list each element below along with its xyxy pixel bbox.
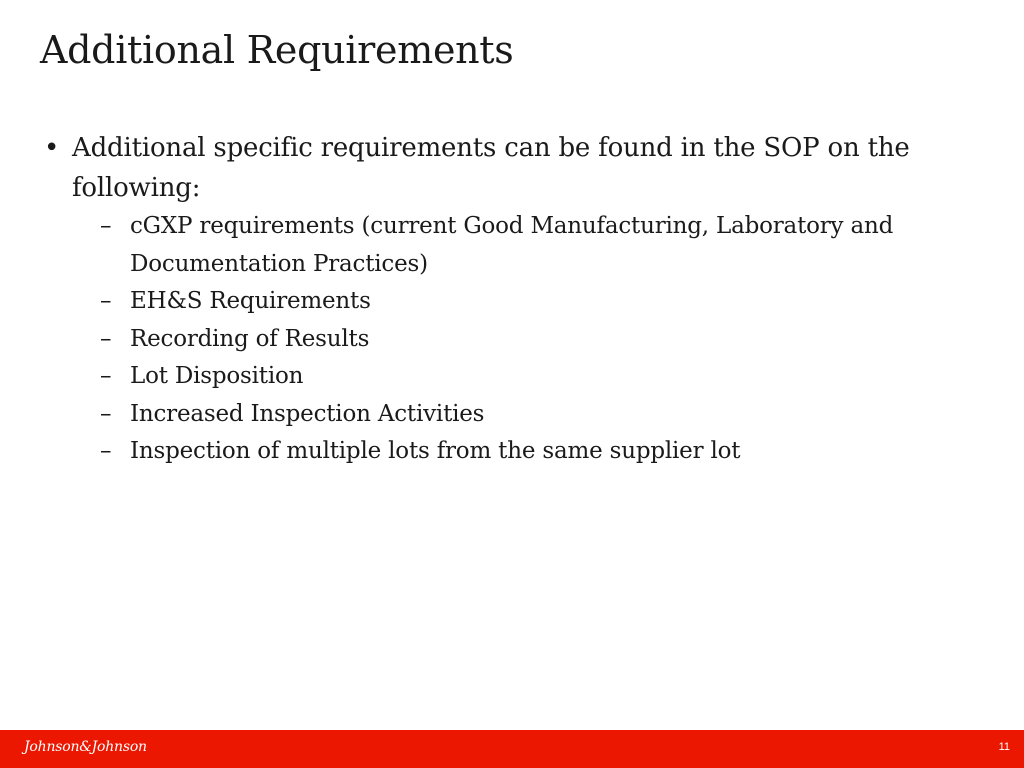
sub-bullet-list (44, 208, 994, 471)
dash-icon: – (100, 325, 112, 352)
bullet-text: Additional specific requirements can be found in the SOP on the following: (72, 133, 910, 203)
sub-bullet-item (100, 396, 994, 434)
dash-icon: – (100, 438, 112, 464)
slide-title: Additional Requirements (40, 28, 514, 72)
sub-bullet-item (100, 283, 994, 321)
sub-bullet-item (100, 321, 994, 359)
sub-bullet-item (100, 358, 994, 396)
slide-content (44, 128, 994, 471)
dash-icon: – (100, 400, 112, 427)
sub-bullet-text: Recording of Results (130, 325, 370, 352)
sub-bullet-text: EH&S Requirements (130, 288, 371, 314)
sub-bullet-item (100, 208, 994, 283)
sub-bullet-text: Increased Inspection Activities (130, 400, 485, 427)
dash-icon: – (100, 363, 112, 389)
sub-bullet-text: Inspection of multiple lots from the same supplier lot (130, 438, 741, 464)
company-logo: Johnson&Johnson (24, 739, 147, 755)
bullet-item (44, 128, 994, 208)
page-number: 11 (998, 741, 1010, 753)
bullet-icon: • (44, 133, 60, 163)
sub-bullet-item (100, 433, 994, 471)
sub-bullet-text: Lot Disposition (130, 363, 304, 389)
sub-bullet-text: cGXP requirements (current Good Manufacturing, Laboratory and Documentation Practices) (130, 213, 894, 277)
dash-icon: – (100, 213, 112, 239)
footer-bar (0, 730, 1024, 768)
dash-icon: – (100, 288, 112, 314)
